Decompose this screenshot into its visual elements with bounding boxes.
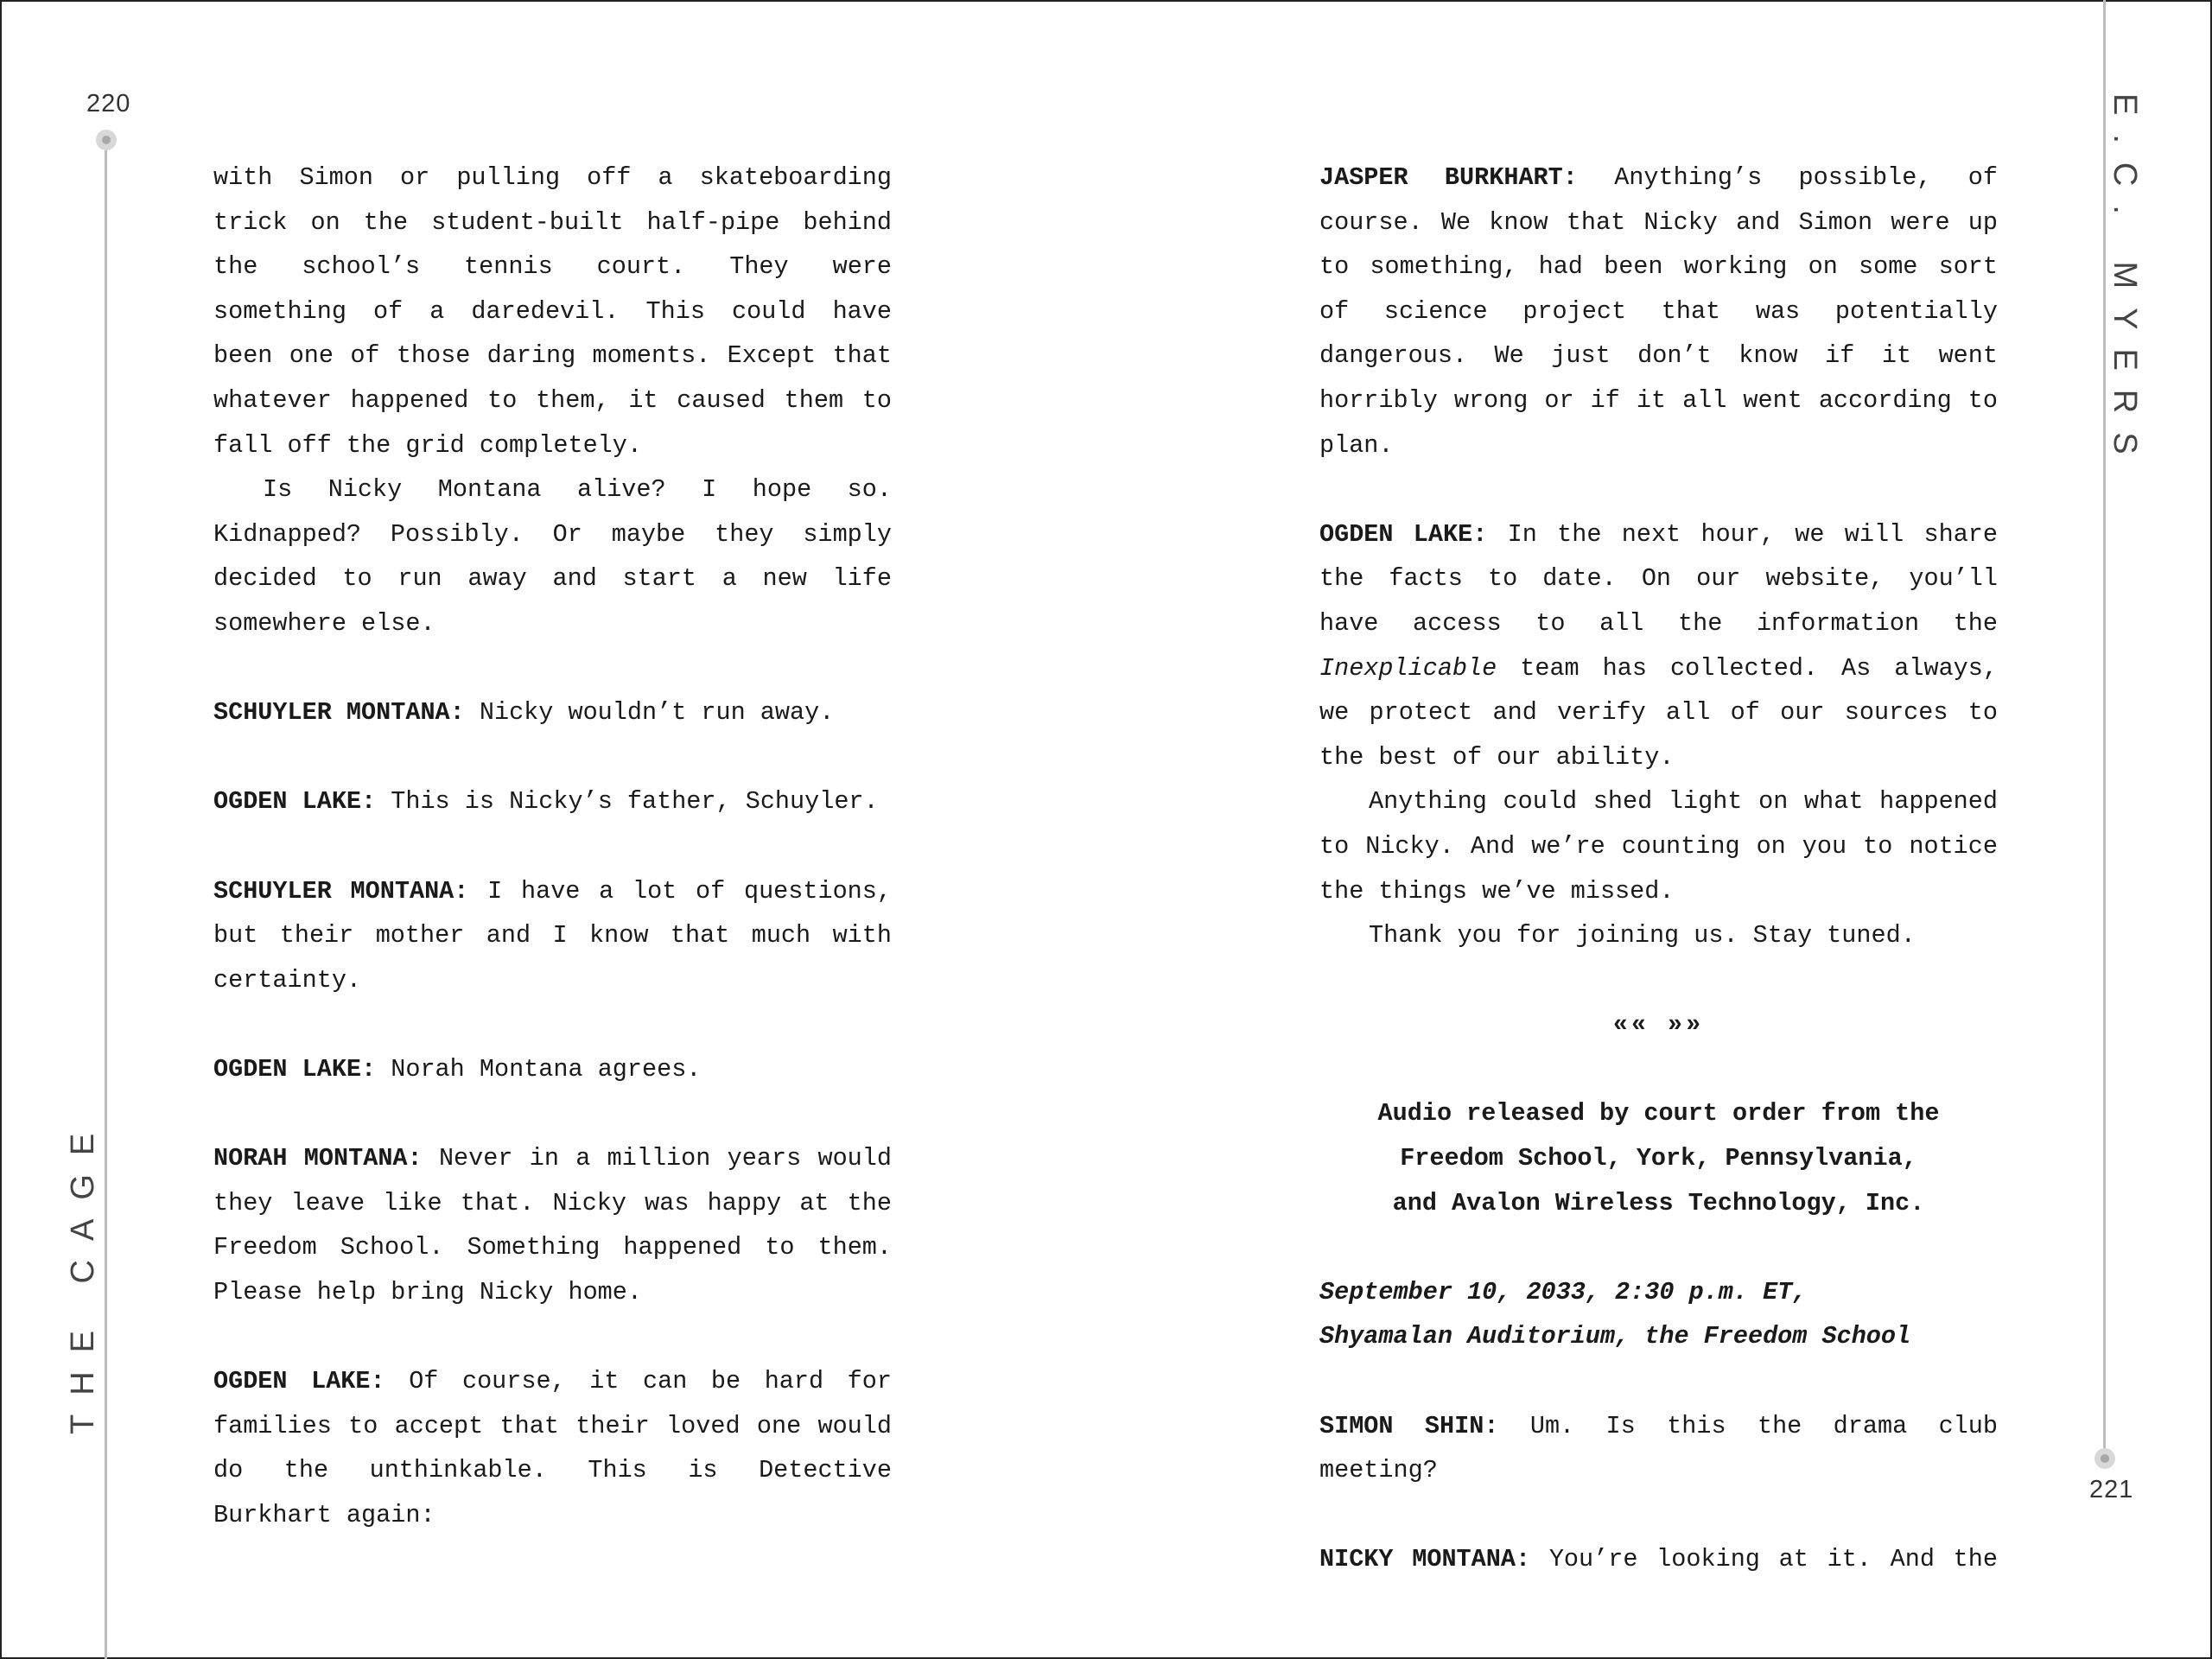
speaker-name: NICKY MONTANA: <box>1319 1545 1531 1574</box>
show-title: Inexplicable <box>1319 653 1497 683</box>
left-running-head: THE CAGE <box>65 1114 101 1434</box>
dialogue-line: OGDEN LAKE: Of course, it can be hard for families to accept that their loved one would do the unthinkable. This is Detective Burkhart again: <box>213 1367 892 1529</box>
right-running-head: E.C. MYERS <box>2107 93 2143 474</box>
right-rule-dot <box>2094 1448 2115 1469</box>
section-break-ornament: «« »» <box>1612 1010 1705 1039</box>
dialogue-line: JASPER BURKHART: Anything’s possible, of course. We know that Nicky and Simon were up to something, had been working on some sort of science project that was potentially dangerous. We just don’t know if it went horribly wrong or if it all went according to plan. <box>1319 163 1998 460</box>
speaker-name: OGDEN LAKE: <box>213 1367 385 1396</box>
left-text-column <box>213 156 892 1537</box>
speaker-name: SCHUYLER MONTANA: <box>213 698 465 728</box>
speaker-name: OGDEN LAKE: <box>213 1054 377 1084</box>
left-page-number: 220 <box>86 90 131 118</box>
speaker-name: SIMON SHIN: <box>1319 1411 1499 1440</box>
speaker-name: NORAH MONTANA: <box>213 1144 423 1173</box>
dialogue-line: OGDEN LAKE: In the next hour, we will share the facts to date. On our website, you’ll have access to all the information the Inexplicable team has collected. As always, we protect and verify all of our sources to the best of our ability. <box>1319 519 1998 772</box>
right-page-number: 221 <box>2089 1476 2134 1503</box>
paragraph: with Simon or pulling off a skateboarding trick on the student-built half-pipe behind the school’s tennis court. They were something of a daredevil. This could have been one of those daring moments. Except that whatever happened to them, it caused them to fall off the grid completely. <box>213 163 892 460</box>
paragraph: Anything could shed light on what happened to Nicky. And we’re counting on you to notice the things we’ve missed. <box>1319 787 1998 906</box>
dialogue-line: SIMON SHIN: Um. Is this the drama club meeting? <box>1319 1411 1998 1485</box>
source-heading: Audio released by court order from the Freedom School, York, Pennsylvania, and Avalon Wireless Technology, Inc. <box>1377 1099 1940 1217</box>
dateline: September 10, 2033, 2:30 p.m. ET, Shyamalan Auditorium, the Freedom School <box>1319 1277 1911 1351</box>
dialogue-line: OGDEN LAKE: This is Nicky’s father, Schuyler. <box>213 787 879 817</box>
dialogue-line: NORAH MONTANA: Never in a million years would they leave like that. Nicky was happy at the Freedom School. Something happened to them. Please help bring Nicky home. <box>213 1144 892 1306</box>
speaker-name: OGDEN LAKE: <box>1319 519 1488 549</box>
dialogue-line: OGDEN LAKE: Norah Montana agrees. <box>213 1054 702 1084</box>
dialogue-line: SCHUYLER MONTANA: Nicky wouldn’t run away. <box>213 698 835 728</box>
left-margin-rule <box>105 138 107 1659</box>
speaker-name: OGDEN LAKE: <box>213 787 377 817</box>
speaker-name: SCHUYLER MONTANA: <box>213 876 469 906</box>
paragraph: Is Nicky Montana alive? I hope so. Kidnapped? Possibly. Or maybe they simply decided to run away and start a new life somewhere else. <box>213 475 892 638</box>
dialogue-line: SCHUYLER MONTANA: I have a lot of questions, but their mother and I know that much with certainty. <box>213 876 892 995</box>
speaker-name: JASPER BURKHART: <box>1319 163 1578 192</box>
right-text-column <box>1319 156 1998 1582</box>
left-rule-dot <box>96 130 117 150</box>
paragraph: Thank you for joining us. Stay tuned. <box>1369 921 1916 950</box>
dialogue-line: NICKY MONTANA: You’re looking at it. And the <box>1319 1545 1998 1574</box>
